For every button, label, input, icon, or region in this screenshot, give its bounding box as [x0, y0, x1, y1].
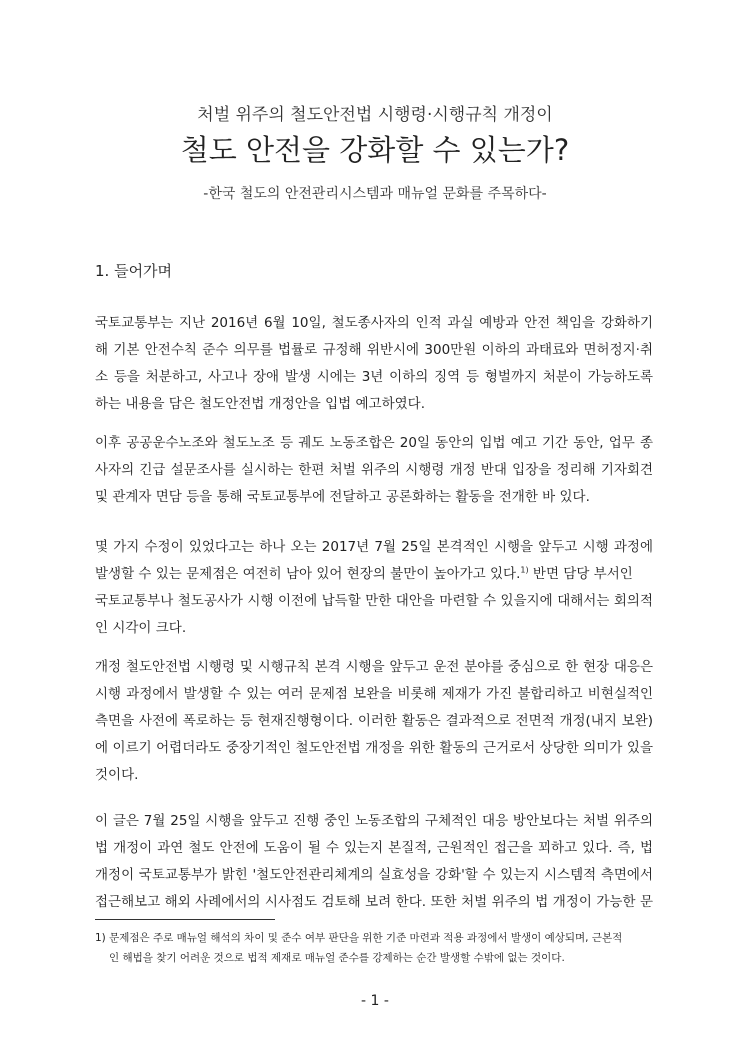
document-title: 철도 안전을 강화할 수 있는가? [180, 133, 570, 167]
section-heading: 1. 들어가며 [95, 262, 173, 280]
paragraph-line: 법 개정이 과연 철도 안전에 도움이 될 수 있는지 본질적, 근원적인 접근을 꾀하고 있다. 즉, 법 [95, 840, 653, 856]
footnote-line: 1) 문제점은 주로 매뉴얼 해석의 차이 및 준수 여부 판단을 위한 기준 마련과 적용 과정에서 발생이 예상되며, 근본적 [95, 932, 623, 944]
paragraph-line-tail: 반면 담당 부서인 [528, 566, 633, 582]
footnote-divider [95, 919, 275, 920]
paragraph-line: 몇 가지 수정이 있었다고는 하나 오는 2017년 7월 25일 본격적인 시행을 앞두고 시행 과정에 [95, 539, 653, 555]
footnote-reference[interactable]: 1) [520, 565, 529, 575]
paragraph-line: 및 관계자 면담 등을 통해 국토교통부에 전달하고 공론화하는 활동을 전개한 바 있다. [95, 489, 590, 505]
paragraph-line: 측면을 사전에 폭로하는 등 현재진행형이다. 이러한 활동은 결과적으로 전면적 개정(내지 보완) [95, 713, 653, 729]
footnote [95, 928, 653, 968]
paragraph-line: 에 이르기 어렵더라도 중장기적인 철도안전법 개정을 위한 활동의 근거로서 상당한 의미가 있을 [95, 740, 653, 756]
paragraph-line: 국토교통부나 철도공사가 시행 이전에 납득할 만한 대안을 마련할 수 있을지에 대해서는 회의적 [95, 593, 653, 609]
paragraph-4 [95, 654, 653, 789]
paragraph-5 [95, 808, 653, 916]
paragraph-line: 개정이 국토교통부가 밝힌 '철도안전관리체계의 실효성을 강화'할 수 있는지 시스템적 측면에서 [95, 867, 653, 883]
paragraph-line: 하는 내용을 담은 철도안전법 개정안을 입법 예고하였다. [95, 396, 425, 412]
paragraph-line: 이후 공공운수노조와 철도노조 등 궤도 노동조합은 20일 동안의 입법 예고 기간 동안, 업무 종 [95, 435, 653, 451]
paragraph-line: 접근해보고 해외 사례에서의 시사점도 검토해 보려 한다. 또한 처벌 위주의 법 개정이 가능한 문 [95, 894, 653, 910]
paragraph-2 [95, 430, 653, 511]
paragraph-1 [95, 310, 653, 418]
paragraph-line: 해 기본 안전수칙 준수 의무를 법률로 규정해 위반시에 300만원 이하의 과태료와 면허정지·취 [95, 342, 653, 358]
paragraph-line: 소 등을 처분하고, 사고나 장애 발생 시에는 3년 이하의 징역 등 형벌까지 처분이 가능하도록 [95, 369, 653, 385]
paragraph-line: 인 시각이 크다. [95, 620, 187, 636]
page-number: - 1 - [361, 993, 389, 1009]
paragraph-line: 국토교통부는 지난 2016년 6월 10일, 철도종사자의 인적 과실 예방과 안전 책임을 강화하기 [95, 315, 653, 331]
paragraph-line: 개정 철도안전법 시행령 및 시행규칙 본격 시행을 앞두고 운전 분야를 중심으로 한 현장 대응은 [95, 659, 653, 675]
paragraph-line: 이 글은 7월 25일 시행을 앞두고 진행 중인 노동조합의 구체적인 대응 방안보다는 처벌 위주의 [95, 813, 653, 829]
footnote-line: 인 해법을 찾기 어려운 것으로 법적 제재로 매뉴얼 준수를 강제하는 순간 발생할 수밖에 없는 것이다. [109, 952, 565, 964]
paragraph-line: 것이다. [95, 767, 139, 783]
document-subtitle: -한국 철도의 안전관리시스템과 매뉴얼 문화를 주목하다- [203, 186, 547, 202]
paragraph-line: 시행 과정에서 발생할 수 있는 여러 문제점 보완을 비롯해 제재가 가진 불합리하고 비현실적인 [95, 686, 653, 702]
paragraph-line-text: 발생할 수 있는 문제점은 여전히 남아 있어 현장의 불만이 높아가고 있다. [95, 566, 521, 582]
document-pre-title: 처벌 위주의 철도안전법 시행령·시행규칙 개정이 [197, 105, 553, 125]
paragraph-line: 사자의 긴급 설문조사를 실시하는 한편 처벌 위주의 시행령 개정 반대 입장을 정리해 기자회견 [95, 462, 653, 478]
paragraph-3 [95, 534, 653, 642]
paragraph-line [95, 561, 653, 588]
